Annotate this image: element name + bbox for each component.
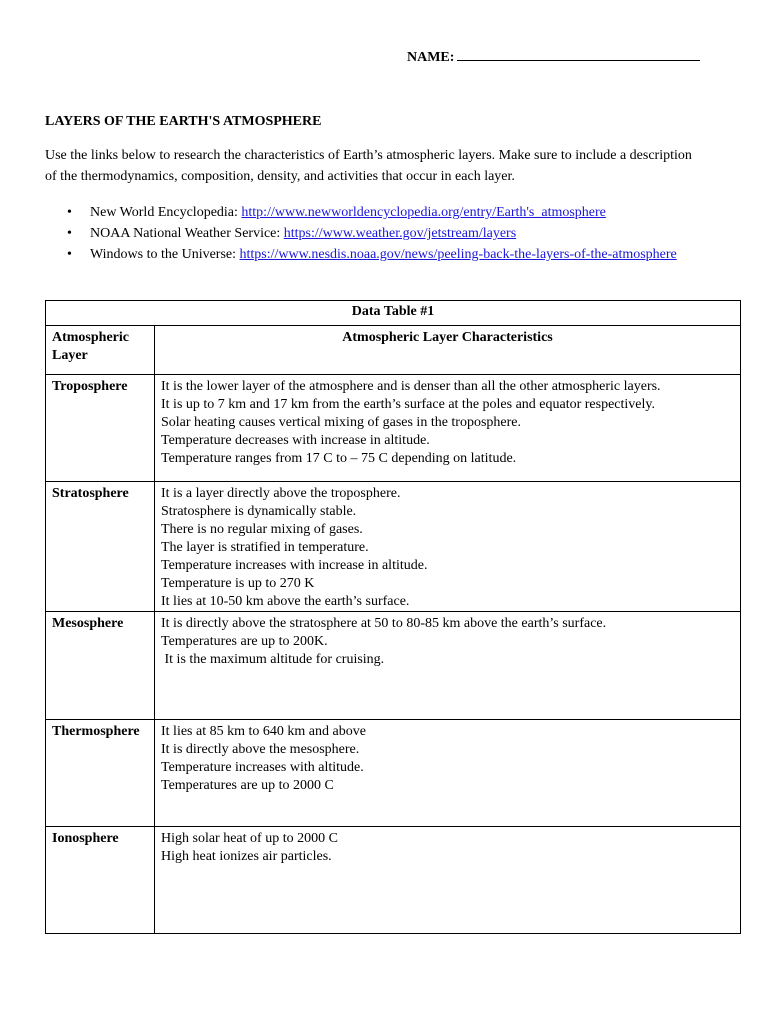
layer-description [155,827,741,934]
description-line: It is directly above the stratosphere at 50 to 80-85 km above the earth’s surface. [161,616,607,631]
description-line: Temperatures are up to 200K. [161,634,328,649]
bullet-icon: • [67,247,72,262]
link-label: Windows to the Universe: [90,247,240,262]
layer-description [155,612,741,720]
layer-name-ionosphere: Ionosphere [46,827,155,934]
link-label: New World Encyclopedia: [90,205,242,220]
description-line: Temperature ranges from 17 C to – 75 C depending on latitude. [161,451,517,466]
resource-link-list [45,202,695,265]
document-title: LAYERS OF THE EARTH'S ATMOSPHERE [45,114,322,129]
table-row [46,612,741,720]
table-row [46,827,741,934]
link-windows-to-the-universe[interactable]: https://www.nesdis.noaa.gov/news/peeling-back-the-layers-of-the-atmosphere [239,247,677,262]
description-line: Temperature increases with altitude. [161,760,364,775]
description-line: Temperatures are up to 2000 C [161,778,334,793]
list-item [45,202,695,223]
description-line: It lies at 10-50 km above the earth’s surface. [161,594,410,609]
layer-description [155,482,741,612]
table-caption: Data Table #1 [46,301,741,326]
description-line: It is the lower layer of the atmosphere and is denser than all the other atmospheric layers. [161,379,661,394]
link-noaa-weather-service[interactable]: https://www.weather.gov/jetstream/layers [283,226,517,241]
table-row [46,720,741,827]
description-line: Temperature increases with increase in altitude. [161,558,428,573]
layer-name-mesosphere: Mesosphere [46,612,155,720]
list-item [45,244,695,265]
name-field [407,47,700,66]
description-line: It is the maximum altitude for cruising. [161,652,385,667]
description-line: There is no regular mixing of gases. [161,522,363,537]
table-row [46,375,741,482]
link-new-world-encyclopedia[interactable]: http://www.newworldencyclopedia.org/entry/Earth's_atmosphere [241,205,606,220]
description-line: Stratosphere is dynamically stable. [161,504,357,519]
column-header-layer: Atmospheric Layer [46,326,155,375]
layer-description [155,720,741,827]
layer-name-thermosphere: Thermosphere [46,720,155,827]
description-line: It is a layer directly above the troposphere. [161,486,401,501]
table-caption-row [46,301,741,326]
data-table [45,300,741,934]
description-line: High heat ionizes air particles. [161,849,332,864]
bullet-icon: • [67,205,72,220]
table-row [46,482,741,612]
description-line: It is up to 7 km and 17 km from the earth’s surface at the poles and equator respectively. [161,397,655,412]
layer-name-troposphere: Troposphere [46,375,155,482]
description-line: Temperature is up to 270 K [161,576,315,591]
description-line: It lies at 85 km to 640 km and above [161,724,366,739]
name-blank-line[interactable] [457,47,700,61]
description-line: Temperature decreases with increase in altitude. [161,433,430,448]
description-line: The layer is stratified in temperature. [161,540,369,555]
column-header-characteristics: Atmospheric Layer Characteristics [155,326,741,375]
bullet-icon: • [67,226,72,241]
intro-paragraph: Use the links below to research the characteristics of Earth’s atmospheric layers. Make sure to include a description of the thermodynamics, composition, density, and activities that occur in each layer. [45,148,692,184]
description-line: High solar heat of up to 2000 C [161,831,338,846]
table-header-row [46,326,741,375]
description-line: It is directly above the mesosphere. [161,742,360,757]
layer-description [155,375,741,482]
description-line: Solar heating causes vertical mixing of gases in the troposphere. [161,415,522,430]
link-label: NOAA National Weather Service: [90,226,284,241]
layer-name-stratosphere: Stratosphere [46,482,155,612]
list-item [45,223,695,244]
name-label: NAME: [407,50,455,65]
